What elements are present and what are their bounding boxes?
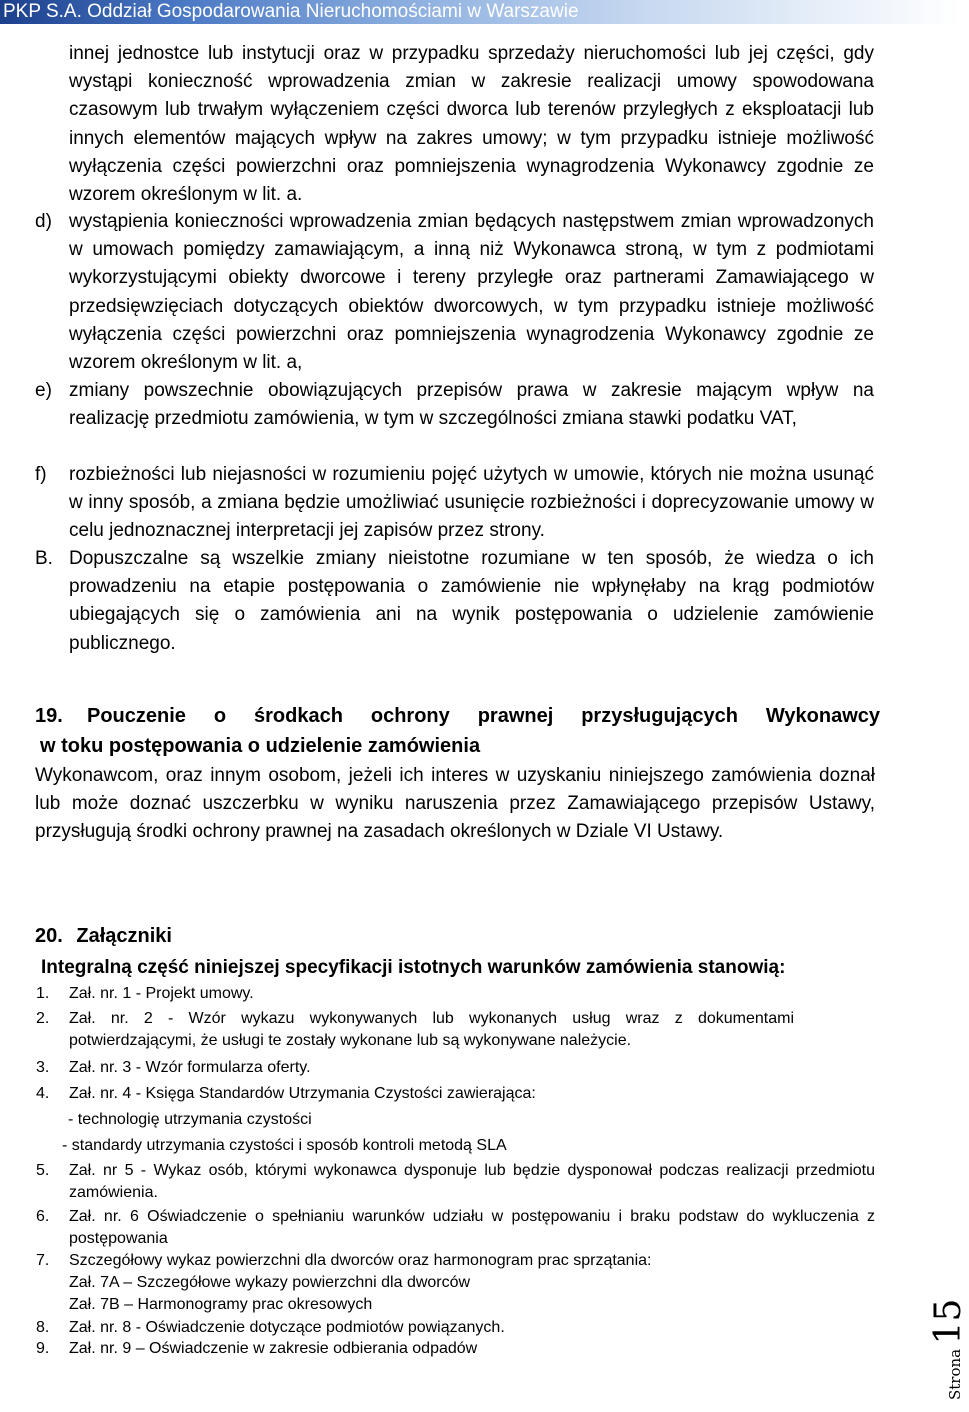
- section-20-title: Załączniki: [76, 925, 172, 947]
- attachment-num: 6.: [36, 1208, 50, 1225]
- attachment-num: 4.: [36, 1085, 50, 1102]
- attachment-num: 8.: [36, 1319, 50, 1336]
- item-label-e: e): [35, 380, 52, 401]
- item-d-text: wystąpienia konieczności wprowadzenia zmian będących następstwem zmian wprowadzonych w umowach pomiędzy zamawiającym, a inną niż Wykonawca stroną, w tym z podmiotami wykorzystującymi obiekty dworcowe i tereny przyległe oraz partnerami Zamawiającego w przedsięwzięciach dotyczących obiektów dworcowych, w tym przypadku istnieje możliwość wyłączenia części powierzchni oraz pomniejszenia wynagrodzenia Wykonawcy zgodnie ze wzorem określonym w lit. a,: [69, 211, 874, 374]
- attachment-4-sub: - standardy utrzymania czystości i sposób kontroli metodą SLA: [62, 1137, 507, 1154]
- attachment-7-sub: Zał. 7A – Szczegółowe wykazy powierzchni dla dworców: [69, 1274, 471, 1291]
- section-20-number: 20.: [35, 925, 63, 947]
- attachment-7: Szczegółowy wykaz powierzchni dla dworców oraz harmonogram prac sprzątania:: [69, 1252, 652, 1269]
- attachment-num: 7.: [36, 1252, 50, 1269]
- page-number-rotated: [928, 1290, 969, 1400]
- item-label-f: f): [35, 464, 47, 485]
- attachment-8: Zał. nr. 8 - Oświadczenie dotyczące podmiotów powiązanych.: [69, 1319, 505, 1336]
- attachment-2: Zał. nr. 2 - Wzór wykazu wykonywanych lub wykonanych usług wraz z dokumentami potwierdzającymi, że usługi te zostały wykonane lub są wykonywane należycie.: [69, 1010, 794, 1049]
- attachment-5: Zał. nr 5 - Wykaz osób, którymi wykonawca dysponuje lub będzie dysponował podczas realizacji przedmiotu zamówienia.: [69, 1162, 875, 1201]
- section-20-heading: [35, 922, 172, 952]
- section-19-title-line2: w toku postępowania o udzielenie zamówienia: [40, 734, 481, 757]
- section-19-body: Wykonawcom, oraz innym osobom, jeżeli ich interes w uzyskaniu niniejszego zamówienia doznał lub może doznać uszczerbku w wyniku naruszenia przez Zamawiającego przepisów Ustawy, przysługują środki ochrony prawnej na zasadach określonych w Dziale VI Ustawy.: [35, 765, 875, 843]
- attachment-1: Zał. nr. 1 - Projekt umowy.: [69, 985, 254, 1002]
- attachment-4: Zał. nr. 4 - Księga Standardów Utrzymania Czystości zawierająca:: [69, 1085, 536, 1102]
- attachment-6: Zał. nr. 6 Oświadczenie o spełnianiu warunków udziału w postępowaniu i braku podstaw do wykluczenia z postępowania: [69, 1208, 875, 1247]
- item-b-text: Dopuszczalne są wszelkie zmiany nieistotne rozumiane w ten sposób, że wiedza o ich prowadzeniu na etapie postępowania o zamówienie nie wpłynęłaby na krąg podmiotów ubiegających się o zamówienia ani na wynik postępowania o udzielenie zamówienie publicznego.: [69, 548, 874, 654]
- page-word: Strona: [946, 1348, 964, 1400]
- item-label-b: B.: [35, 548, 53, 569]
- attachment-num: 5.: [36, 1162, 50, 1179]
- page-number: 15: [928, 1298, 969, 1345]
- header-title: PKP S.A. Oddział Gospodarowania Nieruchomościami w Warszawie: [3, 1, 579, 22]
- page-header: [0, 0, 963, 24]
- section-19-heading: [35, 702, 880, 761]
- item-label-d: d): [35, 211, 52, 232]
- attachment-3: Zał. nr. 3 - Wzór formularza oferty.: [69, 1059, 311, 1076]
- attachment-num: 9.: [36, 1340, 50, 1357]
- attachment-num: 3.: [36, 1059, 50, 1076]
- attachment-num: 1.: [36, 985, 50, 1002]
- item-e-text: zmiany powszechnie obowiązujących przepisów prawa w zakresie mającym wpływ na realizację przedmiotu zamówienia, w tym w szczególności zmiana stawki podatku VAT,: [69, 380, 874, 430]
- item-f-text: rozbieżności lub niejasności w rozumieniu pojęć użytych w umowie, których nie można usunąć w inny sposób, a zmiana będzie umożliwiać usunięcie rozbieżności i doprecyzowanie umowy w celu jednoznacznej interpretacji jej zapisów przez strony.: [69, 464, 874, 542]
- section-19-title-line1: Pouczenie o środkach ochrony prawnej przysługujących Wykonawcy: [87, 705, 880, 727]
- attachment-9: Zał. nr. 9 – Oświadczenie w zakresie odbierania odpadów: [69, 1340, 478, 1357]
- attachment-7-sub: Zał. 7B – Harmonogramy prac okresowych: [69, 1296, 373, 1313]
- intro-paragraph: innej jednostce lub instytucji oraz w przypadku sprzedaży nieruchomości lub jej części, gdy wystąpi konieczność wprowadzenia zmian w zakresie realizacji umowy spowodowana czasowym lub trwałym wyłączeniem części dworca lub terenów przyległych z eksploatacji lub innych elementów mających wpływ na zakres umowy; w tym przypadku istnieje możliwość wyłączenia części powierzchni oraz pomniejszenia wynagrodzenia Wykonawcy zgodnie ze wzorem określonym w lit. a.: [69, 43, 874, 206]
- attachment-num: 2.: [36, 1010, 50, 1027]
- page-number-label: [928, 1290, 969, 1400]
- attachment-4-sub: - technologię utrzymania czystości: [68, 1111, 312, 1128]
- section-20-subtitle: Integralną część niniejszej specyfikacji istotnych warunków zamówienia stanowią:: [41, 957, 786, 978]
- section-19-number: 19.: [35, 705, 63, 727]
